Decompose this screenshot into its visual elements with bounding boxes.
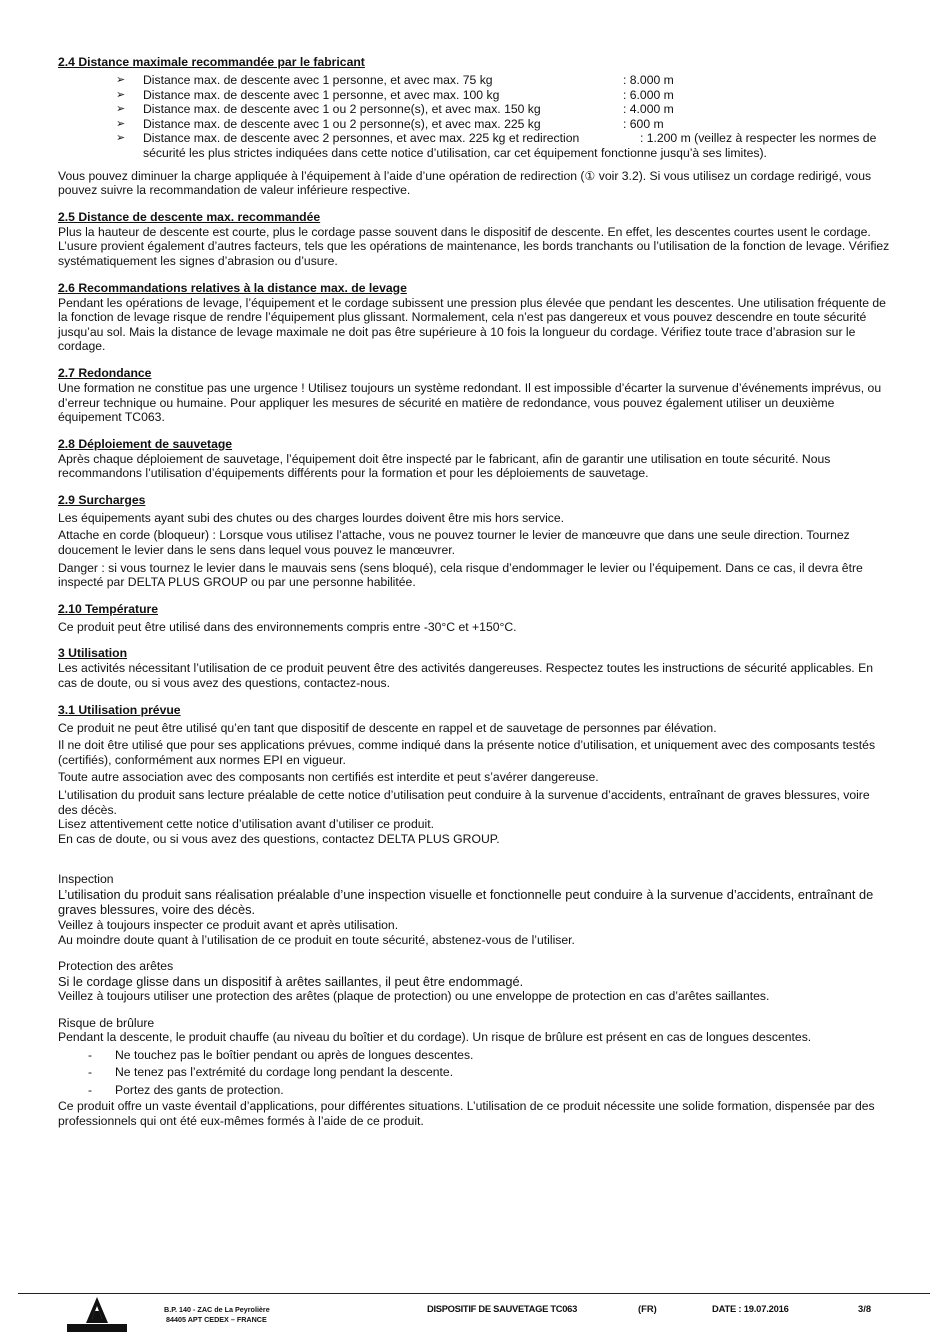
section-title: 2.5 Distance de descente max. recommandée (58, 209, 321, 224)
dash-bullet: - (88, 1065, 93, 1080)
section-title: 3 Utilisation (58, 646, 128, 661)
paragraph: Ce produit offre un vaste éventail d’applications, pour différentes situations. L’utilisation de ce produit nécessite une solide formation, dispensée par des professionnels qui ont été eux-mêmes formés à l’aide de ce produit. (58, 1099, 875, 1128)
paragraph: Ce produit ne peut être utilisé qu’en tant que dispositif de descente en rappel et de sauvetage de personnes par élévation. (58, 720, 717, 735)
section-title: 2.7 Redondance (58, 365, 152, 380)
paragraph: Lisez attentivement cette notice d’utilisation avant d’utiliser ce produit. (58, 817, 434, 832)
paragraph: Toute autre association avec des composants non certifiés est interdite et peut s’avérer dangereuse. (58, 770, 599, 785)
section-2-8 (58, 437, 892, 481)
dash-bullet: - (88, 1082, 93, 1097)
section-title: 2.9 Surcharges (58, 492, 146, 507)
paragraph: L’utilisation du produit sans lecture préalable de cette notice d’utilisation peut conduire à la survenue d’accidents, entraînant de graves blessures, voire des décès. (58, 788, 870, 817)
section-2-4 (58, 55, 892, 198)
paragraph: Il ne doit être utilisé que pour ses applications prévues, comme indiqué dans la présente notice d’utilisation, et uniquement avec des composants testés (certifiés), conformément aux normes EPI en vigueur. (58, 738, 876, 767)
paragraph: Attache en corde (bloqueur) : Lorsque vous utilisez l’attache, vous ne pouvez tourner le levier de manœuvre que dans une seule direction. Tournez doucement le levier dans le sens dans lequel vous pouvez le manœuvrer. (58, 528, 850, 558)
list-item: ➢ Distance max. de descente avec 1 personne, et avec max. 100 kg : 6.000 m (116, 87, 674, 102)
arrow-bullet-icon: ➢ (116, 132, 126, 145)
distance-list (58, 73, 892, 161)
section-3 (58, 646, 892, 690)
paragraph: En cas de doute, ou si vous avez des questions, contactez DELTA PLUS GROUP. (58, 831, 500, 846)
section-title: 2.8 Déploiement de sauvetage (58, 436, 233, 451)
deltaplus-logo (64, 1297, 130, 1333)
subheading: Risque de brûlure (58, 1015, 155, 1030)
section-2-10 (58, 602, 892, 635)
paragraph: Veillez à toujours inspecter ce produit avant et après utilisation. (58, 917, 399, 932)
inspection-block (58, 872, 892, 947)
footer-divider (18, 1293, 930, 1294)
subheading: Protection des arêtes (58, 959, 174, 974)
paragraph: Les activités nécessitant l’utilisation de ce produit peuvent être des activités dangereuses. Respectez toutes les instructions de sécurité applicables. En cas de doute, ou si vous avez des questions, contactez-nous. (58, 661, 873, 691)
footer-document-title: DISPOSITIF DE SAUVETAGE TC063 (427, 1303, 578, 1314)
list-item: - Portez des gants de protection. (58, 1082, 892, 1099)
list-item: ➢ Distance max. de descente avec 1 ou 2 personne(s), et avec max. 225 kg : 600 m (116, 116, 664, 131)
paragraph: L’utilisation du produit sans réalisation préalable d’une inspection visuelle et fonctionnelle peut conduire à la survenue d’accidents, entraînant de graves blessures, voire des décès. (58, 886, 874, 918)
section-title: 3.1 Utilisation prévue (58, 702, 181, 717)
section-2-6 (58, 281, 892, 354)
footer-page-number: 3/8 (858, 1303, 872, 1314)
arrow-bullet-icon: ➢ (116, 88, 126, 101)
paragraph: Veillez à toujours utiliser une protection des arêtes (plaque de protection) ou une enveloppe de protection en cas d’arêtes saillantes. (58, 989, 770, 1004)
burn-risk-list (58, 1047, 892, 1099)
paragraph: Ce produit peut être utilisé dans des environnements compris entre -30°C et +150°C. (58, 619, 517, 634)
paragraph: Pendant les opérations de levage, l’équipement et le cordage subissent une pression plus élevée que pendant les descentes. Une utilisation fréquente de la fonction de levage risque de rendre l’équipement plus glissant. Normalement, cela n’est pas dangereux et vous pouvez descendre en toute sécurité jusqu’au sol. Mais la distance de levage maximale ne doit pas être supérieure à 10 fois la longueur du cordage. Vérifiez toute trace d’abrasion sur le cordage. (58, 295, 886, 354)
section-title: 2.4 Distance maximale recommandée par le fabricant (58, 55, 365, 69)
arrow-bullet-icon: ➢ (116, 117, 126, 130)
section-title: 2.6 Recommandations relatives à la distance max. de levage (58, 280, 407, 295)
dash-bullet: - (88, 1048, 93, 1063)
arrow-bullet-icon: ➢ (116, 74, 126, 86)
paragraph: Vous pouvez diminuer la charge appliquée à l’équipement à l’aide d’une opération de redirection (① voir 3.2). Si vous utilisez un cordage redirigé, vous pouvez suivre la recommandation de valeur inférieure respective. (58, 168, 872, 198)
list-item: ➢ Distance max. de descente avec 1 ou 2 personne(s), et avec max. 150 kg : 4.000 m (116, 102, 674, 117)
section-2-9 (58, 493, 892, 590)
list-item: ➢ Distance max. de descente avec 1 personne, et avec max. 75 kg : 8.000 m (116, 73, 674, 87)
burn-risk-block (58, 1016, 892, 1129)
section-2-5 (58, 210, 892, 269)
arrow-bullet-icon: ➢ (116, 103, 126, 116)
paragraph: Danger : si vous tournez le levier dans le mauvais sens (sens bloqué), cela risque d’endommager le levier ou l’équipement. Dans ce cas, il devra être inspecté par DELTA PLUS GROUP ou par une personne habilitée. (58, 560, 863, 590)
footer-language: (FR) (638, 1303, 657, 1314)
section-title: 2.10 Température (58, 601, 159, 616)
paragraph: Après chaque déploiement de sauvetage, l’équipement doit être inspecté par le fabricant, afin de garantir une utilisation en toute sécurité. Nous recommandons l’utilisation d’équipements différents pour la formation et pour les déploiements de sauvetage. (58, 451, 831, 481)
document-body (58, 55, 892, 1140)
footer-date: DATE : 19.07.2016 (712, 1303, 789, 1314)
section-2-7 (58, 366, 892, 425)
paragraph: Pendant la descente, le produit chauffe (au niveau du boîtier et du cordage). Un risque de brûlure est présent en cas de longues descentes. (58, 1030, 812, 1045)
paragraph: Une formation ne constitue pas une urgence ! Utilisez toujours un système redondant. Il est impossible d’écarter la survenue d’événements imprévus, ou d’erreur technique ou humaine. Pour appliquer les mesures de sécurité en matière de redondance, vous pouvez également utiliser un deuxième équipement TC063. (58, 380, 882, 425)
footer-address: B.P. 140 - ZAC de La Peyrolière 84405 APT CEDEX – FRANCE (164, 1305, 270, 1324)
list-item: - Ne tenez pas l’extrémité du cordage long pendant la descente. (58, 1064, 892, 1081)
paragraph: Plus la hauteur de descente est courte, plus le cordage passe souvent dans le dispositif de descente. En effet, les descentes courtes usent le cordage. L’usure provient également d’autres facteurs, tels que les opérations de maintenance, les bords tranchants ou l’utilisation de la fonction de levage. Vérifiez systématiquement les signes d’abrasion ou d’usure. (58, 224, 890, 268)
edge-protection-block (58, 959, 892, 1004)
paragraph: Les équipements ayant subi des chutes ou des charges lourdes doivent être mis hors service. (58, 510, 565, 525)
section-3-1 (58, 703, 892, 847)
subheading: Inspection (58, 872, 114, 887)
paragraph: Au moindre doute quant à l’utilisation de ce produit en toute sécurité, abstenez-vous de l’utiliser. (58, 932, 575, 947)
delta-triangle-icon (64, 1297, 130, 1333)
list-item: ➢ Distance max. de descente avec 2 personnes, et avec max. 225 kg et redirection : 1.200 m (veillez à respecter les normes de sécurité les plus strictes indiquées dans cette notice d’utilisation, car cet équipement fonctionne jusqu’à ses limites). (116, 131, 877, 160)
list-item: - Ne touchez pas le boîtier pendant ou après de longues descentes. (58, 1047, 892, 1064)
paragraph: Si le cordage glisse dans un dispositif à arêtes saillantes, il peut être endommagé. (58, 973, 524, 989)
